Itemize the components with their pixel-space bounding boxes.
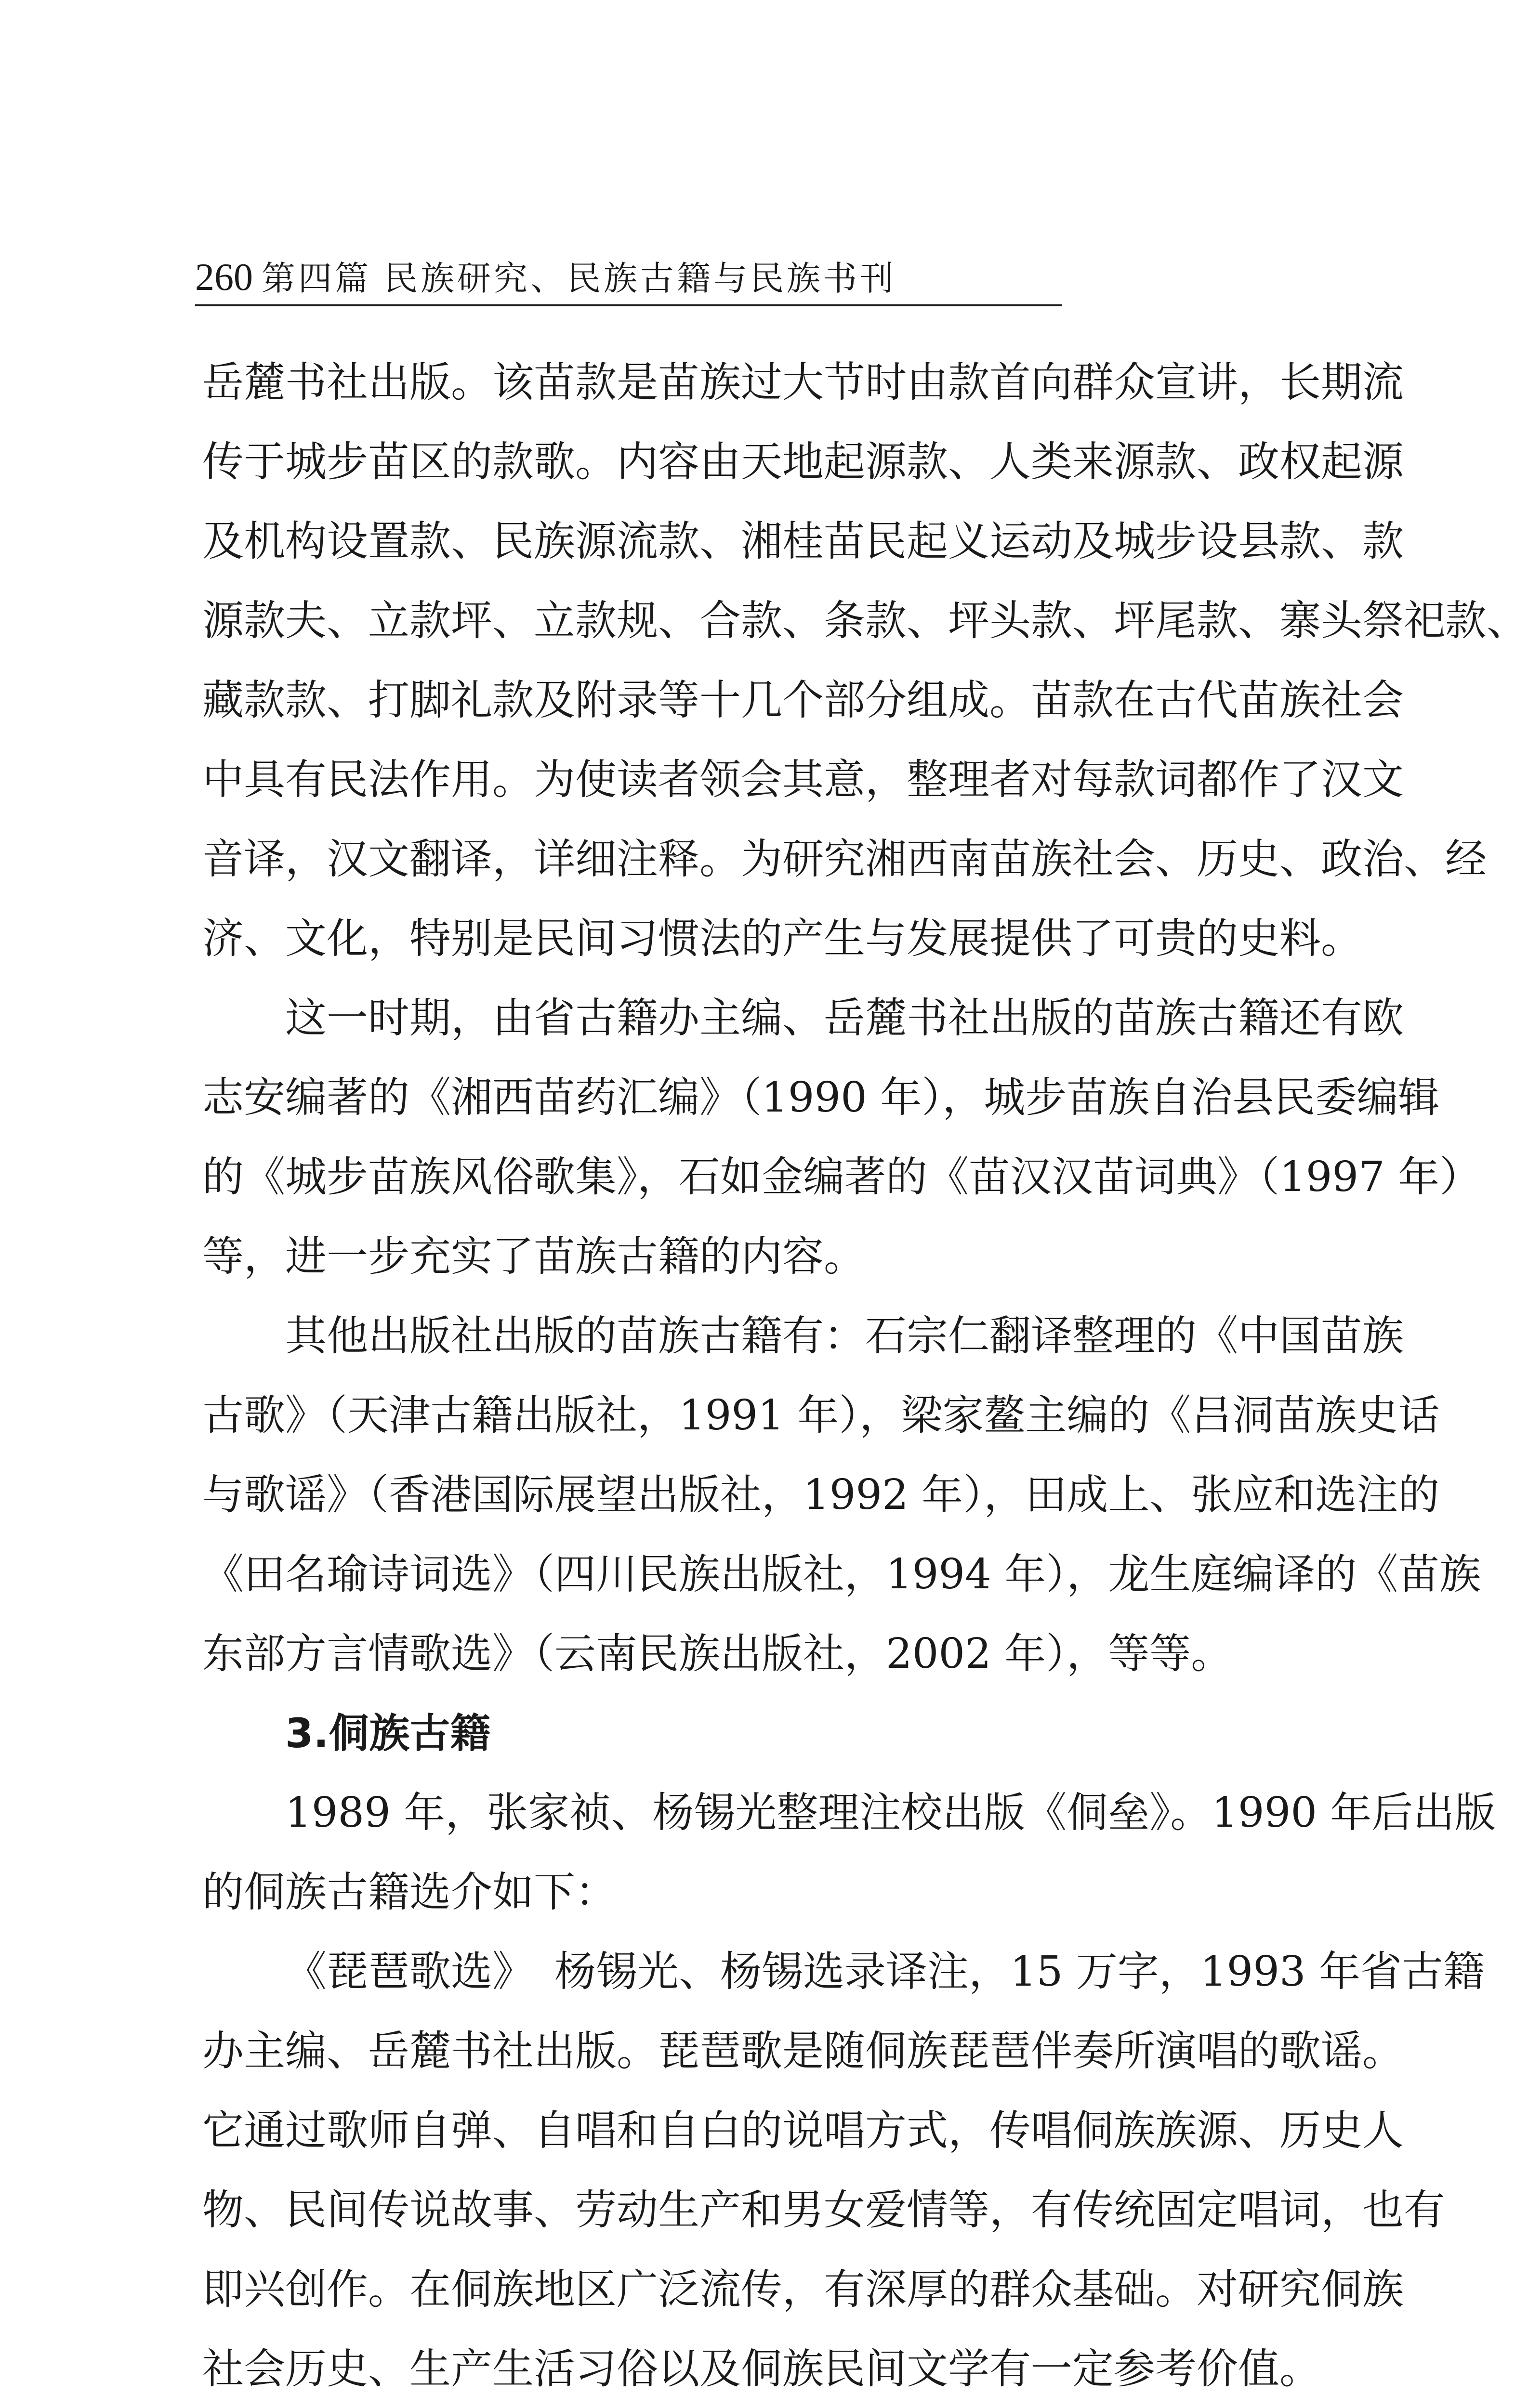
- text-line: 及机构设置款、民族源流款、湘桂苗民起义运动及城步设县款、款: [202, 517, 1404, 565]
- section-title: 民族研究、民族古籍与民族书刊: [384, 259, 896, 298]
- paragraph-first-line: 《琵琶歌选》 杨锡光、杨锡选录译注，15 万字，1993 年省古籍: [285, 1948, 1485, 1996]
- text-line: 古歌》（天津古籍出版社，1991 年），梁家鳌主编的《吕洞苗族史话: [202, 1391, 1440, 1440]
- text-line: 中具有民法作用。为使读者领会其意，整理者对每款词都作了汉文: [202, 756, 1404, 804]
- text-line: 与歌谣》（香港国际展望出版社，1992 年），田成上、张应和选注的: [202, 1471, 1440, 1519]
- text-line: 传于城步苗区的款歌。内容由天地起源款、人类来源款、政权起源: [202, 438, 1404, 486]
- paragraph-first-line: 1989 年，张家祯、杨锡光整理注校出版《侗垒》。1990 年后出版: [285, 1789, 1496, 1837]
- text-line: 办主编、岳麓书社出版。琵琶歌是随侗族琵琶伴奏所演唱的歌谣。: [202, 2027, 1404, 2075]
- text-line: 等，进一步充实了苗族古籍的内容。: [202, 1232, 865, 1281]
- page-header: [195, 250, 1062, 306]
- section-heading: 3.侗族古籍: [285, 1710, 491, 1757]
- text-line: 音译，汉文翻译，详细注释。为研究湘西南苗族社会、历史、政治、经: [202, 835, 1487, 883]
- text-line: 东部方言情歌选》（云南民族出版社，2002 年），等等。: [202, 1630, 1233, 1678]
- part-label: 第四篇: [262, 259, 371, 298]
- paragraph-first-line: 这一时期，由省古籍办主编、岳麓书社出版的苗族古籍还有欧: [285, 994, 1404, 1042]
- text-line: 社会历史、生产生活习俗以及侗族民间文学有一定参考价值。: [202, 2345, 1321, 2393]
- running-title: [262, 259, 896, 298]
- text-line: 它通过歌师自弹、自唱和自白的说唱方式，传唱侗族族源、历史人: [202, 2107, 1404, 2155]
- page-number: 260: [195, 256, 253, 299]
- text-line: 济、文化，特别是民间习惯法的产生与发展提供了可贵的史料。: [202, 915, 1362, 963]
- text-line: 志安编著的《湘西苗药汇编》（1990 年），城步苗族自治县民委编辑: [202, 1073, 1440, 1122]
- body-text: [202, 343, 1528, 2408]
- text-line: 藏款款、打脚礼款及附录等十几个部分组成。苗款在古代苗族社会: [202, 676, 1404, 724]
- text-line: 的侗族古籍选介如下：: [202, 1868, 617, 1916]
- text-line: 源款夫、立款坪、立款规、合款、条款、坪头款、坪尾款、寨头祭祀款、: [202, 597, 1528, 645]
- text-line: 的《城步苗族风俗歌集》，石如金编著的《苗汉汉苗词典》（1997 年）: [202, 1153, 1481, 1201]
- text-line: 即兴创作。在侗族地区广泛流传，有深厚的群众基础。对研究侗族: [202, 2265, 1404, 2314]
- paragraph-first-line: 其他出版社出版的苗族古籍有：石宗仁翻译整理的《中国苗族: [285, 1312, 1404, 1360]
- text-line: 物、民间传说故事、劳动生产和男女爱情等，有传统固定唱词，也有: [202, 2186, 1445, 2234]
- text-line: 《田名瑜诗词选》（四川民族出版社，1994 年），龙生庭编译的《苗族: [202, 1550, 1481, 1598]
- text-line: 岳麓书社出版。该苗款是苗族过大节时由款首向群众宣讲，长期流: [202, 358, 1404, 406]
